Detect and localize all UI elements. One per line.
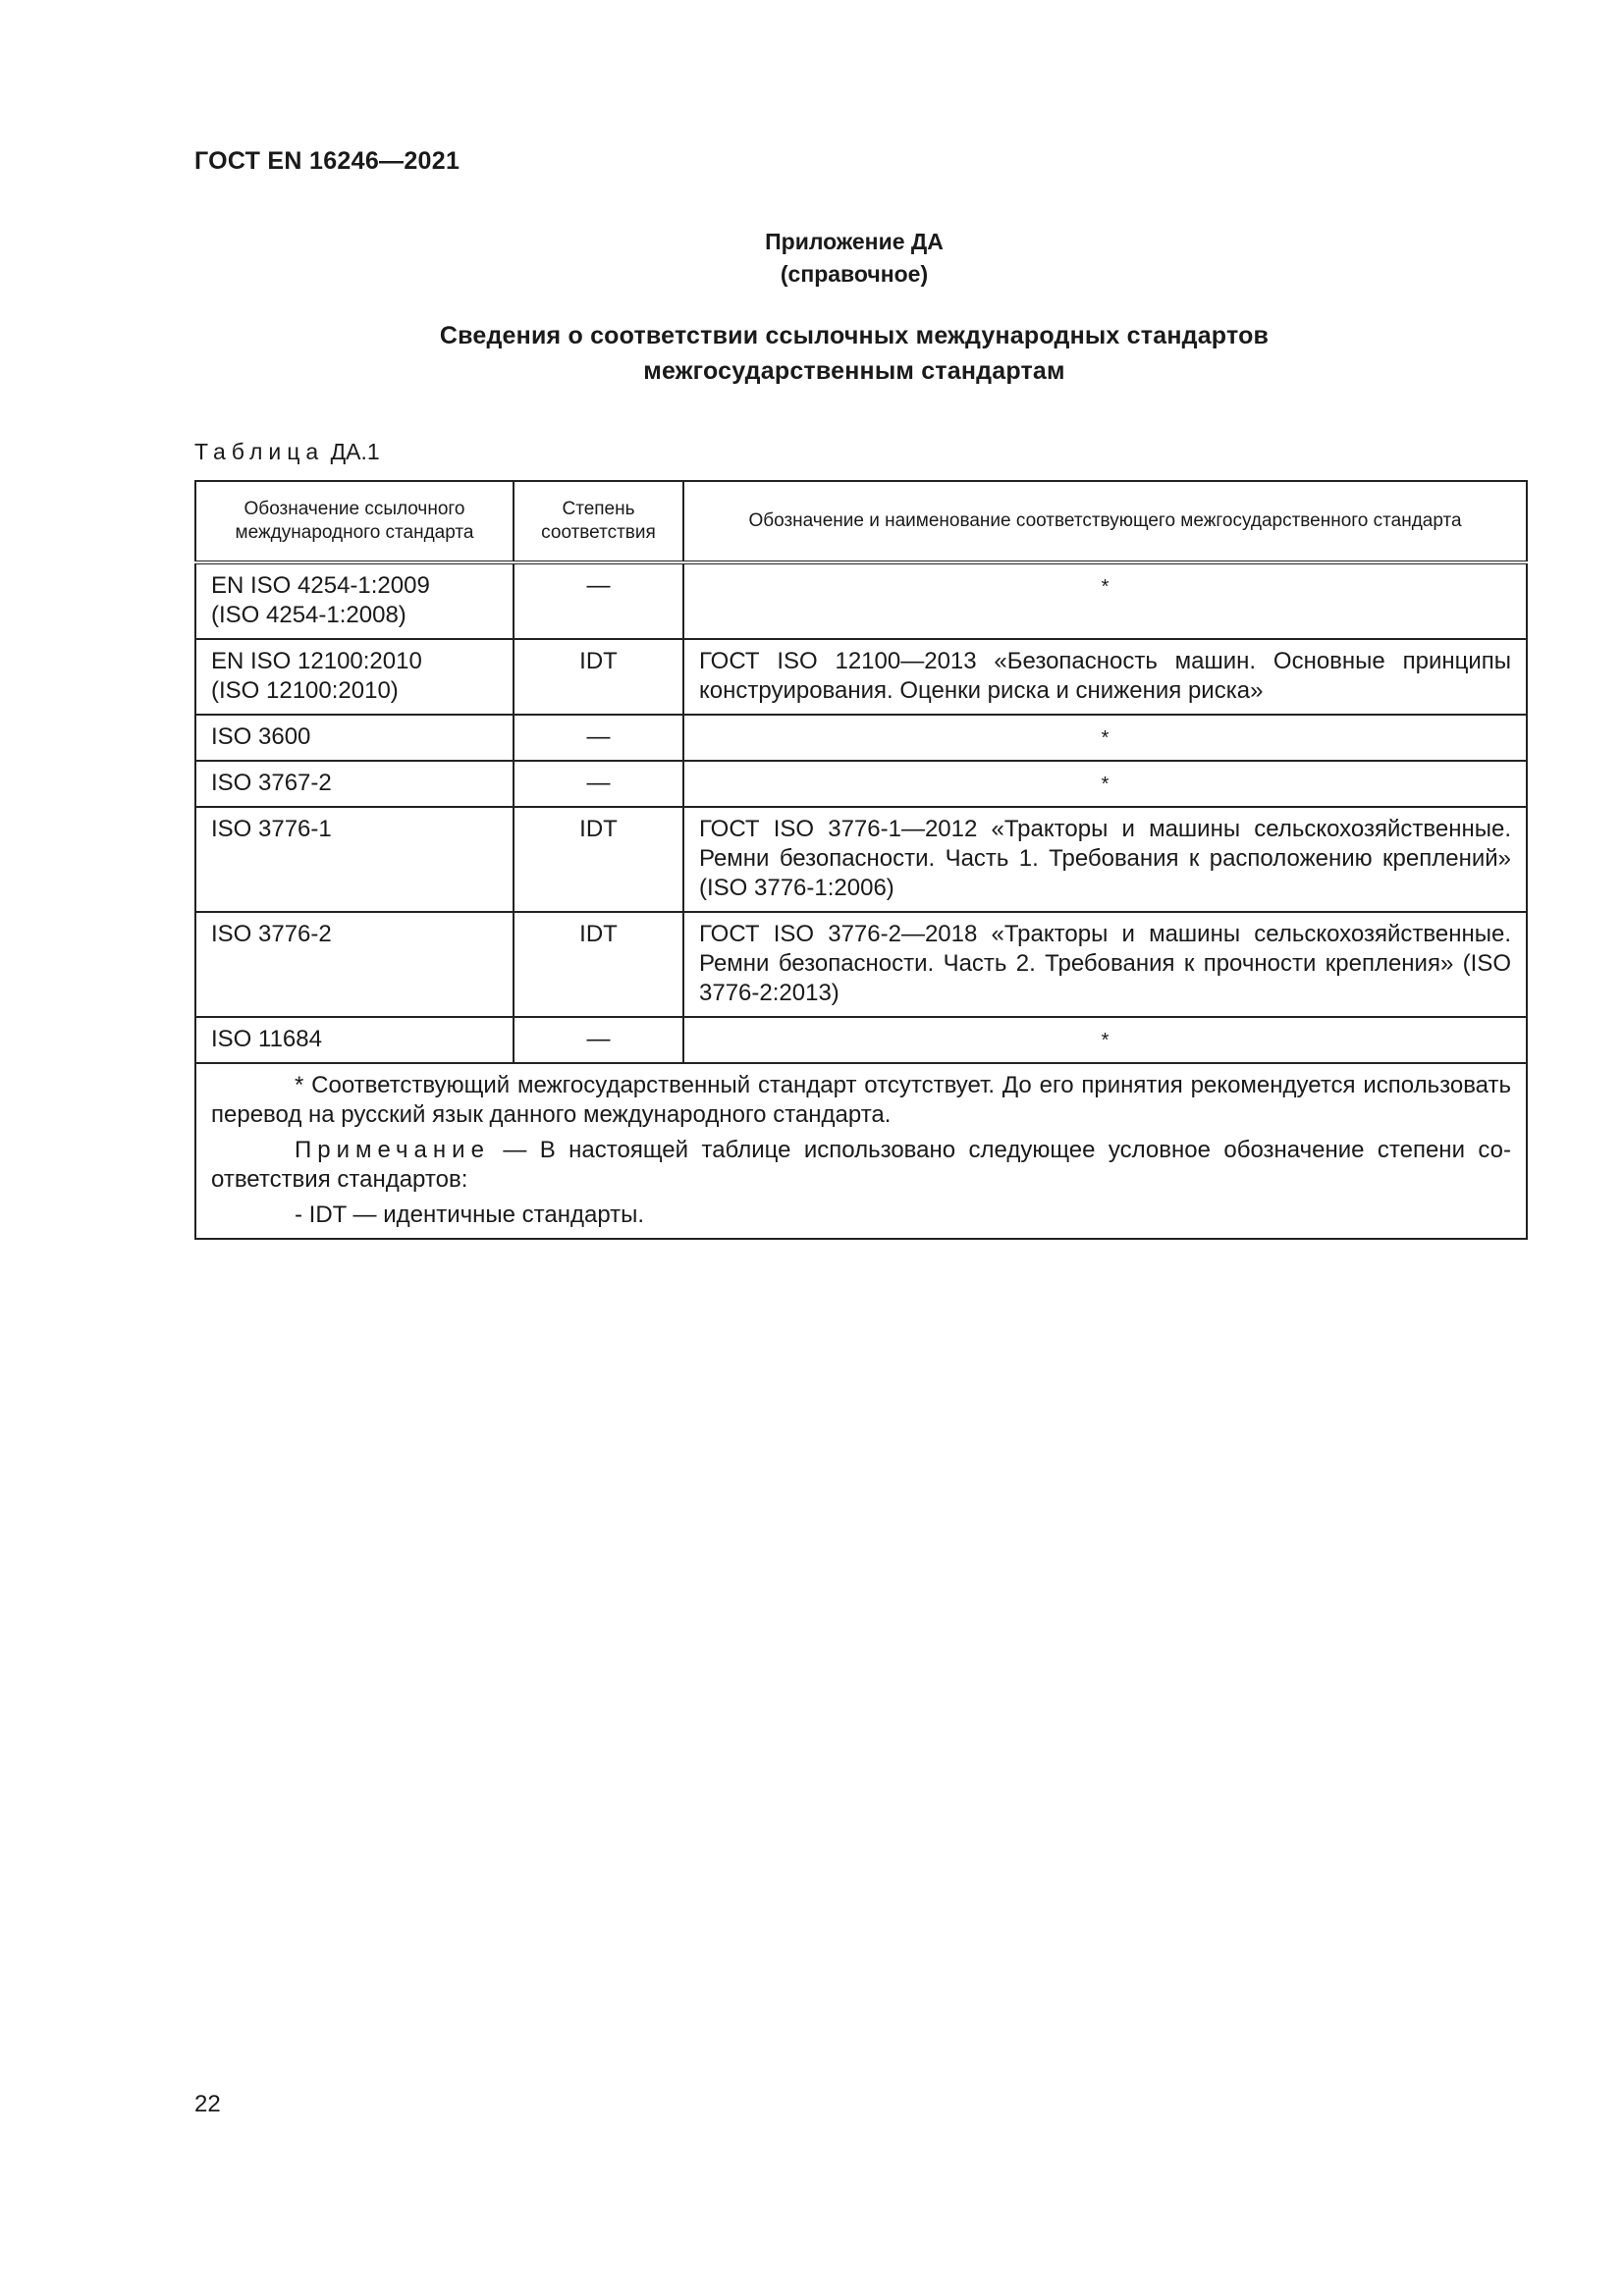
absent-standard-mark: *: [1101, 727, 1110, 749]
document-header: ГОСТ EN 16246—2021: [194, 147, 460, 175]
absent-standard-mark: *: [1101, 576, 1110, 598]
page-title: [0, 318, 1624, 389]
table-header-row: [195, 481, 1527, 562]
reference-designation: ISO 3776-1: [211, 816, 332, 842]
standard-cell: [683, 1017, 1527, 1063]
table-notes-row: [195, 1063, 1527, 1239]
table-note: [211, 1136, 1511, 1195]
degree-cell: IDT: [514, 639, 683, 715]
reference-designation-secondary: (ISO 12100:2010): [211, 677, 399, 704]
standard-cell: ГОСТ ISO 3776-1—2012 «Тракторы и машины сельскохозяйственные. Ремни безопасности. Часть 1. Требования к расположению креплений» (ISO 3776-1:2006): [683, 807, 1527, 912]
table-row: [195, 807, 1527, 912]
degree-cell: IDT: [514, 807, 683, 912]
table-caption-word: Таблица: [194, 439, 325, 464]
column-header-degree: Степень соответствия: [514, 481, 683, 562]
annex-heading: [0, 226, 1624, 291]
reference-cell: [195, 715, 514, 761]
column-header-reference: Обозначение ссылочного международного стандарта: [195, 481, 514, 562]
table-caption: [194, 439, 380, 465]
reference-cell: [195, 807, 514, 912]
column-header-standard: Обозначение и наименование соответствующего межгосударственного стандарта: [683, 481, 1527, 562]
table-row: [195, 715, 1527, 761]
reference-cell: [195, 1017, 514, 1063]
reference-cell: [195, 639, 514, 715]
reference-cell: [195, 562, 514, 639]
table-row: [195, 761, 1527, 807]
degree-cell: —: [514, 761, 683, 807]
reference-designation: EN ISO 4254-1:2009: [211, 572, 430, 599]
title-line-1: Сведения о соответствии ссылочных международных стандартов: [439, 322, 1270, 349]
absent-standard-mark: *: [1101, 774, 1110, 795]
table-notes: [195, 1063, 1527, 1239]
title-line-2: межгосударственным стандартам: [643, 357, 1065, 385]
reference-cell: [195, 761, 514, 807]
correspondence-table: [194, 480, 1528, 1240]
table-caption-number: ДА.1: [330, 439, 380, 464]
reference-designation-secondary: (ISO 4254-1:2008): [211, 602, 406, 628]
reference-designation: ISO 11684: [211, 1026, 322, 1052]
reference-cell: [195, 912, 514, 1017]
table-row: [195, 562, 1527, 639]
page-number: 22: [194, 2091, 221, 2117]
reference-designation: ISO 3600: [211, 723, 311, 750]
table-row: [195, 639, 1527, 715]
reference-designation: ISO 3767-2: [211, 770, 332, 796]
standard-cell: ГОСТ ISO 12100—2013 «Безопасность машин. Основные принципы конструирования. Оценки риска и снижения риска»: [683, 639, 1527, 715]
table-row: [195, 912, 1527, 1017]
standard-cell: [683, 562, 1527, 639]
annex-type: (справочное): [780, 261, 929, 287]
reference-designation: EN ISO 12100:2010: [211, 648, 422, 674]
degree-cell: —: [514, 562, 683, 639]
standard-cell: ГОСТ ISO 3776-2—2018 «Тракторы и машины сельскохозяйственные. Ремни безопасности. Часть 2. Требования к прочности крепления» (ISO 3776-2:2013): [683, 912, 1527, 1017]
degree-cell: IDT: [514, 912, 683, 1017]
absent-standard-mark: *: [1101, 1030, 1110, 1051]
degree-cell: —: [514, 715, 683, 761]
degree-cell: —: [514, 1017, 683, 1063]
note-label: Примечание: [295, 1137, 490, 1163]
note-list-item: - IDT — идентичные стандарты.: [295, 1201, 645, 1228]
reference-designation: ISO 3776-2: [211, 921, 332, 947]
note-text: — В настоящей таблице использовано следующее условное обозначение степени соответствия стандартов:: [211, 1137, 1511, 1193]
table-row: [195, 1017, 1527, 1063]
annex-label: Приложение ДА: [765, 229, 944, 254]
standard-cell: [683, 715, 1527, 761]
standard-cell: [683, 761, 1527, 807]
table-footnote: * Соответствующий межгосударственный стандарт отсутствует. До его принятия рекомендуется использовать перевод на русский язык данного международного стандарта.: [211, 1072, 1511, 1128]
